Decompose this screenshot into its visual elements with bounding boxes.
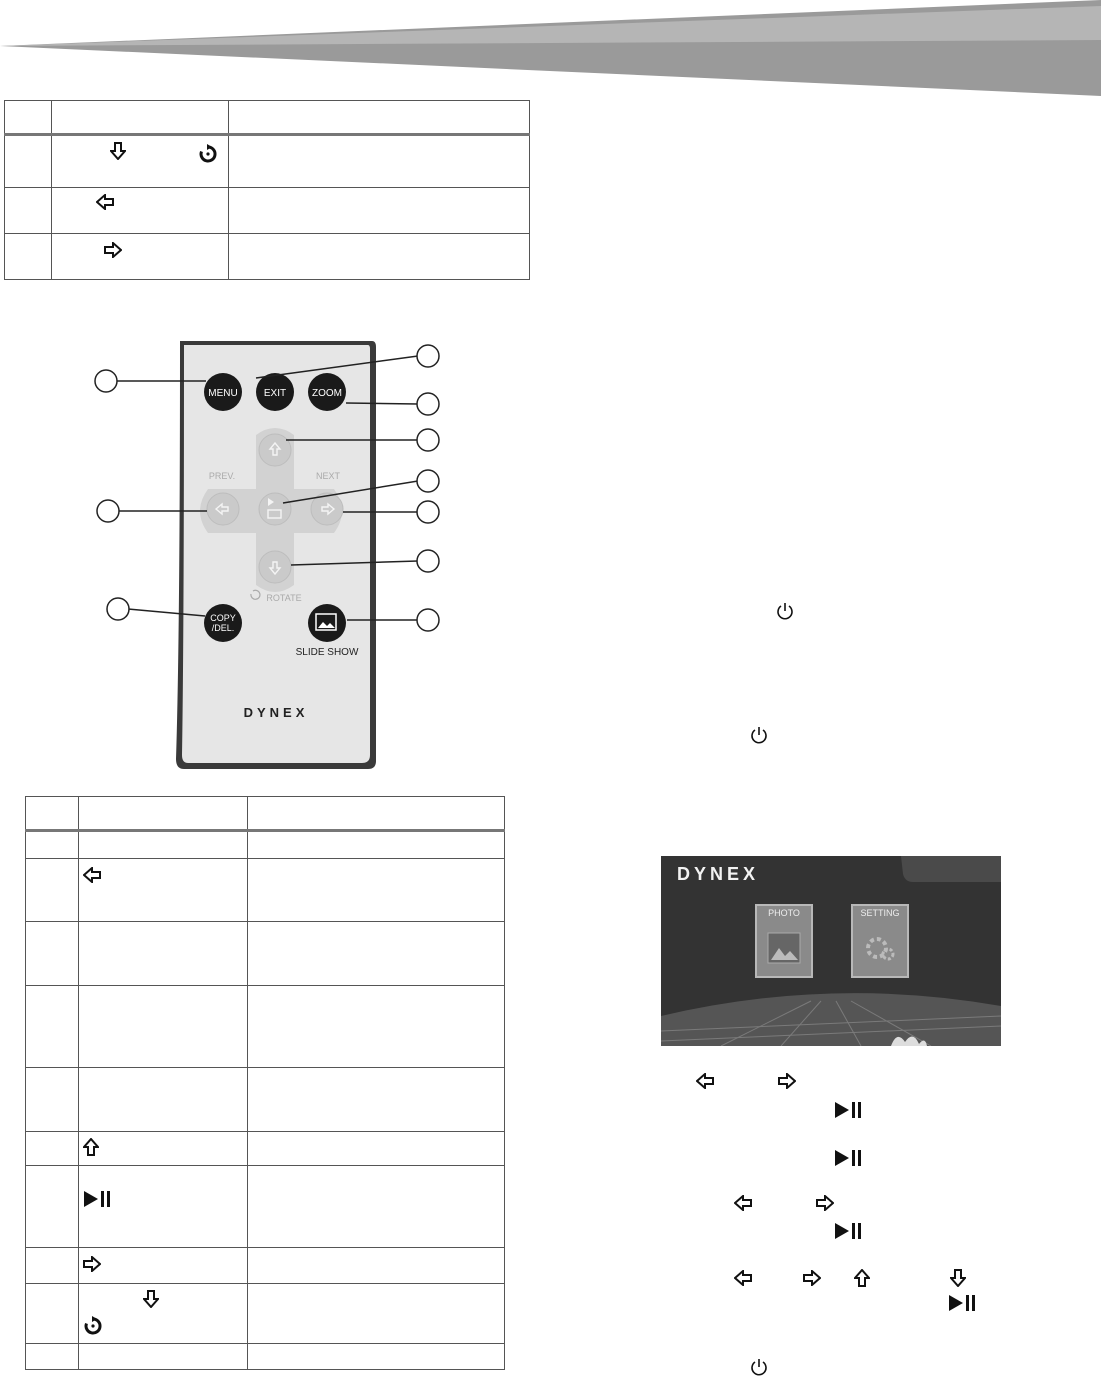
table-row	[26, 922, 505, 986]
table-row	[26, 1344, 505, 1370]
remote-button-table	[25, 796, 505, 1370]
up-arrow-icon	[854, 1269, 870, 1287]
right-arrow-icon	[803, 1270, 821, 1286]
table-row	[26, 1248, 505, 1284]
table-header-row	[5, 101, 530, 135]
table-header-row	[26, 797, 505, 831]
play-pause-icon	[948, 1294, 976, 1312]
right-arrow-icon	[816, 1195, 834, 1211]
setting-tile-label: SETTING	[860, 908, 900, 918]
table-row	[26, 1132, 505, 1166]
top-button-table	[4, 100, 530, 280]
next-label: NEXT	[315, 471, 341, 481]
up-button[interactable]	[259, 434, 291, 466]
left-arrow-icon	[696, 1073, 714, 1089]
table-row	[26, 1166, 505, 1248]
table-row	[26, 986, 505, 1068]
menu-label: MENU	[208, 388, 238, 399]
table-row	[26, 831, 505, 859]
table-row	[5, 135, 530, 188]
rotate-icon	[83, 1316, 103, 1336]
play-pause-button[interactable]	[259, 493, 291, 525]
left-arrow-icon	[734, 1270, 752, 1286]
right-arrow-icon	[83, 1256, 101, 1272]
power-icon	[750, 726, 768, 744]
remote-control-diagram	[80, 335, 460, 780]
photo-tile-label: PHOTO	[768, 908, 800, 918]
gear-icon	[863, 932, 897, 964]
left-arrow-icon	[96, 194, 114, 210]
zoom-label: ZOOM	[312, 388, 342, 399]
down-arrow-icon	[950, 1269, 966, 1287]
left-arrow-icon	[734, 1195, 752, 1211]
play-pause-icon	[834, 1149, 862, 1167]
down-button[interactable]	[259, 551, 291, 583]
remote-brand-logo: DYNEX	[243, 705, 309, 720]
exit-label: EXIT	[263, 388, 287, 399]
header-band	[0, 0, 1101, 100]
play-pause-icon	[834, 1101, 862, 1119]
prev-label: PREV.	[208, 471, 236, 481]
slide-show-label: SLIDE SHOW	[295, 647, 359, 658]
photo-tile[interactable]	[755, 904, 813, 978]
table-row	[5, 188, 530, 234]
table-row	[26, 859, 505, 922]
play-pause-icon	[834, 1222, 862, 1240]
table-row	[26, 1284, 505, 1344]
power-icon	[750, 1358, 768, 1376]
table-row	[5, 234, 530, 280]
screen-logo: DYNEX	[677, 864, 760, 884]
rotate-label: ROTATE	[266, 593, 302, 603]
slide-show-button[interactable]	[308, 604, 346, 642]
rotate-icon	[198, 144, 218, 164]
frame-home-screen	[661, 856, 1001, 1046]
photo-icon	[767, 932, 801, 964]
copy-del-label-2: /DEL.	[211, 623, 235, 633]
down-arrow-icon	[110, 142, 126, 160]
right-arrow-icon	[104, 242, 122, 258]
copy-del-label-1: COPY	[210, 613, 236, 623]
table-row	[26, 1068, 505, 1132]
left-arrow-icon	[83, 867, 101, 883]
power-icon	[776, 602, 794, 620]
play-pause-icon	[83, 1190, 111, 1208]
left-button[interactable]	[207, 493, 239, 525]
up-arrow-icon	[83, 1138, 99, 1156]
setting-tile[interactable]	[851, 904, 909, 978]
right-arrow-icon	[778, 1073, 796, 1089]
down-arrow-icon	[143, 1290, 159, 1308]
